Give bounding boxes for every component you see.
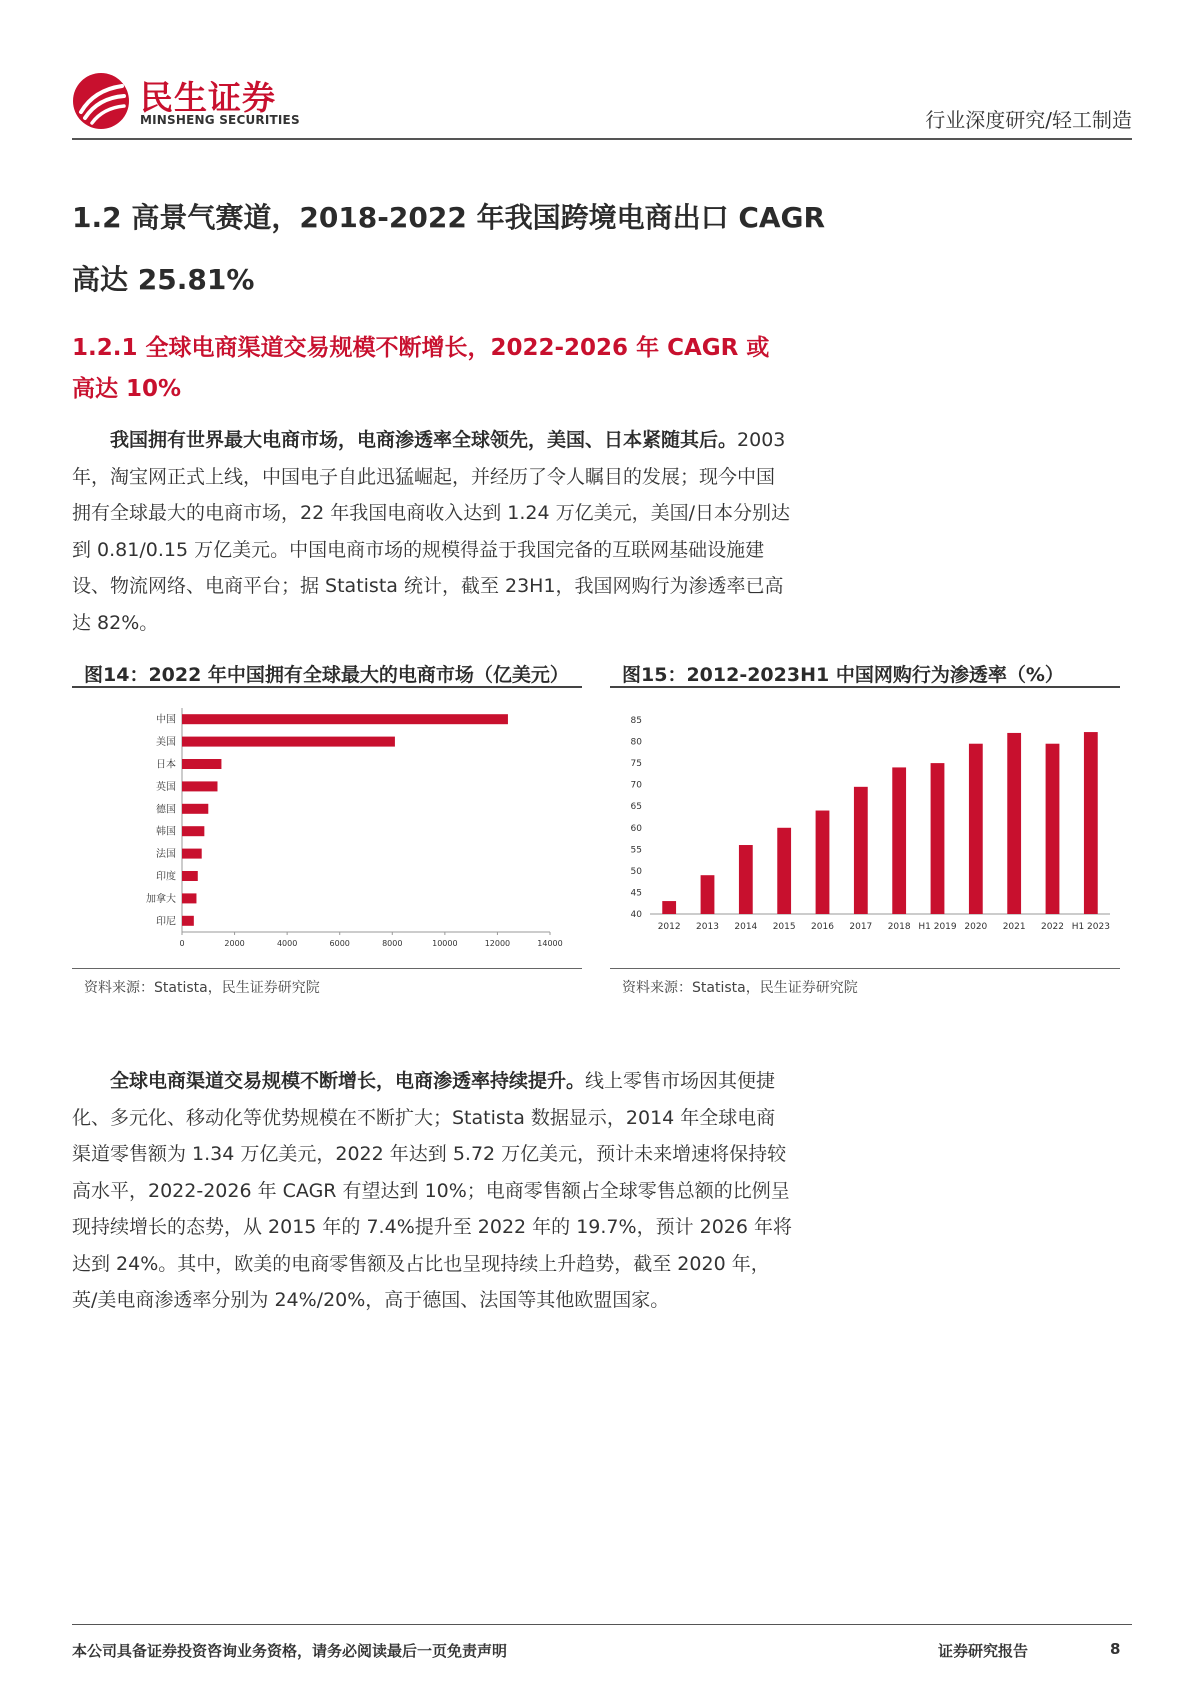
- x-tick-label: 6000: [329, 939, 350, 948]
- paragraph-2-body: 线上零售市场因其便捷化、多元化、移动化等优势规模在不断扩大；Statista 数据显示，2014 年全球电商渠道零售额为 1.34 万亿美元，2022 年达到 5.72 万亿美元，预计未来增速将保持较高水平，2022-2026 年 CAGR 有望达到 10%；电商零售额占全球零售总额的比例呈现持续增长的态势，从 2015 年的 7.4%提升至 2022 年的 19.7%，预计 2026 年将达到 24%。其中，欧美的电商零售额及占比也呈现持续上升趋势，截至 2020 年，英/美电商渗透率分别为 24%/20%，高于德国、法国等其他欧盟国家。: [72, 1070, 793, 1311]
- bar-H1-2023: [1084, 732, 1098, 914]
- figure-14-bottom-rule: [72, 968, 582, 969]
- category-label: 美国: [156, 737, 176, 749]
- y-tick-label: 85: [630, 716, 642, 726]
- paragraph-2-lead: 全球电商渠道交易规模不断增长，电商渗透率持续提升。: [110, 1070, 586, 1092]
- bar-法国: [182, 849, 202, 859]
- chart-online-shopping-penetration: [610, 700, 1120, 962]
- bar-印尼: [182, 916, 194, 926]
- paragraph-2: [72, 1063, 792, 1319]
- y-tick-label: 65: [630, 802, 642, 813]
- paragraph-1-body: 2003 年，淘宝网正式上线，中国电子自此迅猛崛起，并经历了令人瞩目的发展；现今中国拥有全球最大的电商市场，22 年我国电商收入达到 1.24 万亿美元，美国/日本分别达到 0.81/0.15 万亿美元。中国电商市场的规模得益于我国完备的互联网基础设施建设、物流网络、电商平台；据 Statista 统计，截至 23H1，我国网购行为渗透率已高达 82%。: [72, 429, 791, 634]
- figure-14-title: 图14：2022 年中国拥有全球最大的电商市场（亿美元）: [84, 664, 569, 686]
- x-tick-label: 8000: [382, 939, 403, 948]
- bar-2015: [777, 828, 791, 914]
- y-tick-label: 45: [630, 888, 642, 899]
- y-tick-label: 50: [630, 866, 642, 877]
- x-tick-label: 12000: [484, 939, 511, 948]
- bar-加拿大: [182, 893, 196, 903]
- bar-2021: [1007, 733, 1021, 914]
- category-label: 法国: [156, 849, 176, 861]
- figure-15-top-rule: [610, 686, 1120, 688]
- footer-doc-type: 证券研究报告: [938, 1642, 1029, 1660]
- category-label: 印度: [156, 871, 176, 883]
- x-tick-label: 2015: [772, 922, 796, 932]
- footer-disclaimer: 本公司具备证券投资咨询业务资格，请务必阅读最后一页免责声明: [72, 1642, 508, 1660]
- header-divider: [72, 138, 1132, 140]
- category-label: 英国: [156, 781, 176, 793]
- x-tick-label: 2016: [811, 922, 834, 932]
- y-tick-label: 75: [630, 759, 642, 770]
- x-tick-label: 2020: [964, 922, 988, 932]
- bar-日本: [182, 759, 221, 769]
- bar-2018: [892, 767, 906, 914]
- bar-H1-2019: [931, 763, 945, 914]
- y-tick-label: 60: [630, 823, 642, 834]
- page-number: 8: [1110, 1640, 1121, 1658]
- x-tick-label: 14000: [537, 939, 563, 948]
- category-label: 日本: [156, 759, 176, 771]
- bar-2017: [854, 787, 868, 914]
- bar-德国: [182, 804, 208, 814]
- bar-2016: [816, 811, 830, 914]
- x-tick-label: 2017: [849, 922, 873, 932]
- y-tick-label: 55: [630, 845, 642, 856]
- figure-15-bottom-rule: [610, 968, 1120, 969]
- report-category: 行业深度研究/轻工制造: [925, 108, 1132, 132]
- figure-14-top-rule: [72, 686, 582, 688]
- category-label: 中国: [156, 714, 176, 726]
- x-tick-label: 2022: [1041, 922, 1064, 932]
- logo-text-en: MINSHENG SECURITIES: [140, 113, 300, 127]
- paragraph-1-lead: 我国拥有世界最大电商市场，电商渗透率全球领先，美国、日本紧随其后。: [110, 429, 738, 451]
- subsection-heading: 1.2.1 全球电商渠道交易规模不断增长，2022-2026 年 CAGR 或: [72, 335, 770, 361]
- chart-ecommerce-market-size: [72, 700, 582, 962]
- x-tick-label: 2014: [734, 922, 758, 932]
- x-tick-label: 2013: [696, 922, 719, 932]
- bar-中国: [182, 714, 508, 724]
- x-tick-label: 2012: [657, 922, 681, 932]
- figure-15-title: 图15：2012-2023H1 中国网购行为渗透率（%）: [622, 664, 1064, 686]
- bar-2014: [739, 845, 753, 914]
- category-label: 德国: [156, 804, 176, 816]
- x-tick-label: 4000: [276, 939, 298, 948]
- category-label: 加拿大: [146, 893, 176, 905]
- category-label: 印尼: [156, 916, 176, 928]
- x-tick-label: 10000: [432, 939, 458, 948]
- y-tick-label: 40: [630, 910, 642, 920]
- section-heading: 1.2 高景气赛道，2018-2022 年我国跨境电商出口 CAGR: [72, 201, 826, 234]
- subsection-heading-cont: 高达 10%: [72, 376, 182, 402]
- bar-韩国: [182, 826, 204, 836]
- bar-美国: [182, 737, 395, 747]
- x-tick-label: 0: [179, 939, 185, 948]
- x-tick-label: 2018: [887, 922, 911, 932]
- bar-印度: [182, 871, 198, 881]
- logo-text-cn: 民生证券: [140, 78, 276, 117]
- bar-2012: [662, 901, 676, 914]
- logo-mark: [72, 72, 130, 130]
- x-tick-label: H1 2023: [1071, 922, 1110, 932]
- bar-2020: [969, 744, 983, 914]
- x-tick-label: H1 2019: [918, 922, 957, 932]
- bar-2013: [701, 875, 715, 914]
- x-tick-label: 2000: [224, 939, 245, 948]
- figure-14-source: 资料来源：Statista，民生证券研究院: [84, 980, 320, 996]
- bar-2022: [1046, 744, 1060, 914]
- figure-15-source: 资料来源：Statista，民生证券研究院: [622, 980, 858, 996]
- section-heading-cont: 高达 25.81%: [72, 263, 255, 296]
- category-label: 韩国: [156, 826, 176, 838]
- footer-divider: [72, 1624, 1132, 1625]
- x-tick-label: 2021: [1002, 922, 1026, 932]
- bar-英国: [182, 781, 217, 791]
- y-tick-label: 80: [630, 737, 642, 748]
- paragraph-1: [72, 422, 792, 641]
- y-tick-label: 70: [630, 780, 642, 791]
